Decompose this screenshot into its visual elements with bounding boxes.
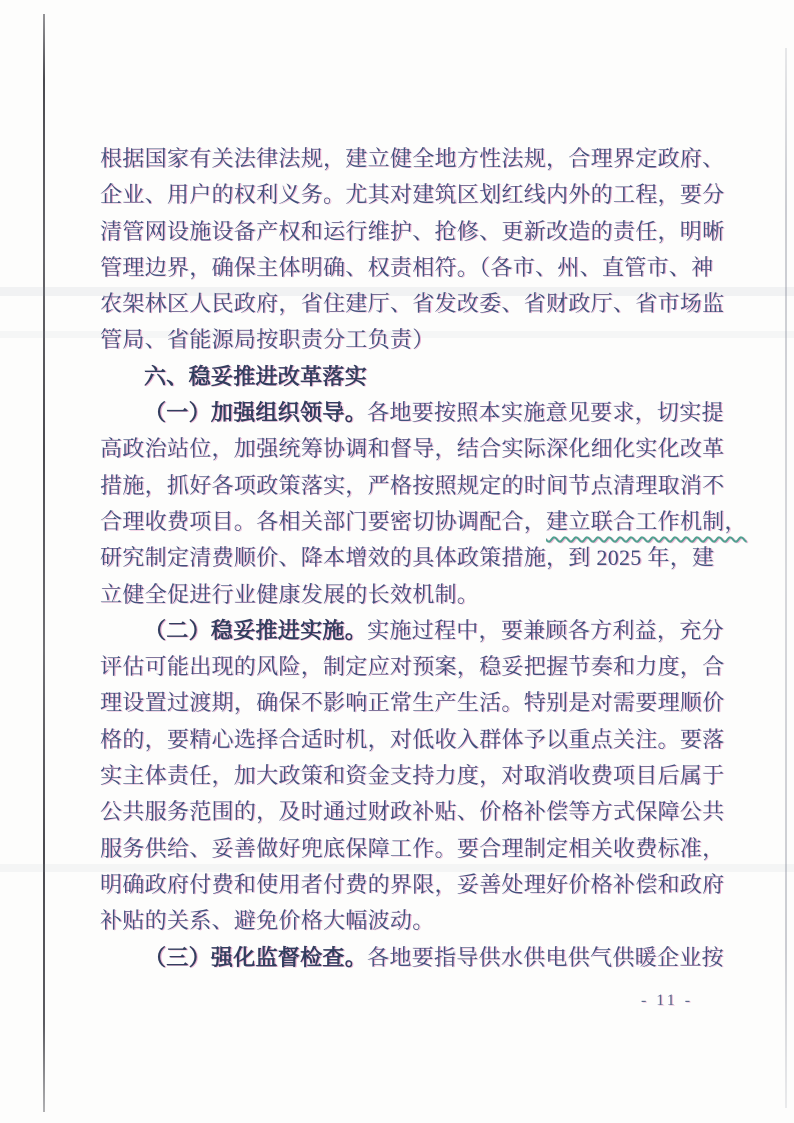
text-line: [100, 758, 725, 794]
body-text: 补贴的关系、避免价格大幅波动。: [100, 908, 435, 934]
body-text: 清管网设施设备产权和运行维护、抢修、更新改造的责任，明晰: [100, 218, 725, 244]
text-line: [100, 286, 725, 322]
text-line: [100, 504, 747, 540]
text-line: [100, 649, 725, 685]
text-line: [100, 577, 706, 613]
section-lead-bold: （一）加强组织领导。: [144, 400, 368, 426]
body-text: 管局、省能源局按职责分工负责）: [100, 327, 435, 353]
text-line: [100, 831, 725, 867]
text-line: [100, 613, 724, 649]
text-line: [100, 141, 725, 177]
body-text: 各地要按照本实施意见要求，切实提: [367, 400, 724, 426]
body-text: 措施，抓好各项政策落实，严格按照规定的时间节点清理取消不: [100, 472, 725, 498]
text-line: [100, 468, 725, 504]
body-text: 农架林区人民政府，省住建厅、省发改委、省财政厅、省市场监: [100, 291, 725, 317]
section-lead-bold: 六、稳妥推进改革落实: [144, 363, 368, 389]
body-text: 研究制定清费顺价、降本增效的具体政策措施，到 2025 年，建: [100, 545, 715, 571]
text-line: [100, 903, 706, 939]
body-text: 服务供给、妥善做好兜底保障工作。要合理制定相关收费标准，: [100, 835, 725, 861]
text-line: [100, 177, 725, 213]
text-line: [100, 685, 725, 721]
body-text: 高政治站位，加强统筹协调和督导，结合实际深化细化实化改革: [100, 436, 725, 462]
text-line: [100, 214, 725, 250]
body-text: 立健全促进行业健康发展的长效机制。: [100, 581, 480, 607]
body-text: 评估可能出现的风险，制定应对预案，稳妥把握节奏和力度，合: [100, 654, 725, 680]
text-line: [100, 431, 725, 467]
section-lead-bold: （三）强化监督检查。: [144, 944, 368, 970]
text-line: [100, 322, 706, 358]
body-text: 明确政府付费和使用者付费的界限，妥善处理好价格补偿和政府: [100, 871, 725, 897]
text-line: [100, 794, 725, 830]
body-text: 公共服务范围的，及时通过财政补贴、价格补偿等方式保障公共: [100, 799, 725, 825]
text-line: [100, 395, 724, 431]
body-text: 合理收费项目。各相关部门要密切协调配合，: [100, 508, 547, 534]
text-line: [100, 540, 715, 576]
body-text: 格的，要精心选择合适时机，对低收入群体予以重点关注。要落: [100, 726, 725, 752]
body-text: 管理边界，确保主体明确、权责相符。（各市、州、直管市、神: [100, 254, 714, 280]
body-text: 实主体责任，加大政策和资金支持力度，对取消收费项目后属于: [100, 763, 725, 789]
text-line: [100, 359, 706, 395]
body-text: 实施过程中，要兼顾各方利益，充分: [367, 617, 724, 643]
body-text: 企业、用户的权利义务。尤其对建筑区划红线内外的工程，要分: [100, 182, 725, 208]
body-text: 根据国家有关法律法规，建立健全地方性法规，合理界定政府、: [100, 146, 725, 171]
body-text: 各地要指导供水供电供气供暖企业按: [367, 944, 724, 970]
section-lead-bold: （二）稳妥推进实施。: [144, 617, 368, 643]
underlined-text: 建立联合工作机制，: [546, 508, 747, 534]
text-line: [100, 722, 725, 758]
text-line: [100, 250, 714, 286]
scan-edge-line-right: [785, 48, 787, 1108]
document-text: [100, 141, 747, 976]
body-text: 理设置过渡期，确保不影响正常生产生活。特别是对需要理顺价: [100, 690, 725, 716]
scan-edge-line-left: [43, 14, 45, 1112]
text-line: [100, 940, 724, 976]
page-number: - 11 -: [640, 992, 694, 1009]
text-line: [100, 867, 725, 903]
